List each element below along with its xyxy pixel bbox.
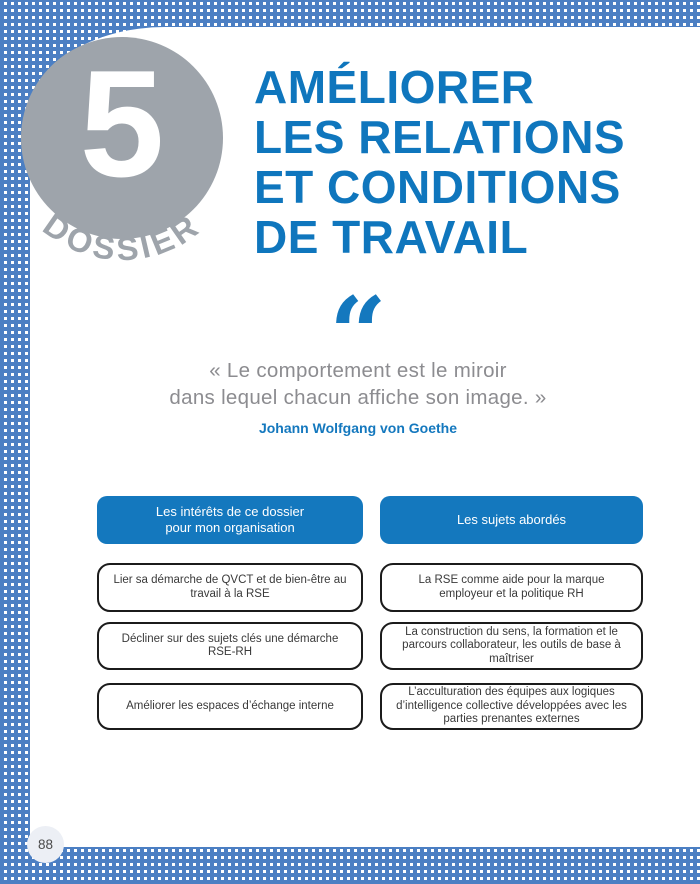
page-title-line: DE TRAVAIL bbox=[254, 211, 529, 263]
column-subjects bbox=[380, 496, 643, 730]
dossier-number: 5 bbox=[79, 39, 165, 209]
dossier-label: DOSSIER bbox=[36, 205, 208, 268]
column-header-interests bbox=[97, 496, 363, 544]
quote-line: dans lequel chacun affiche son image. » bbox=[169, 386, 547, 409]
page-number-badge bbox=[27, 826, 64, 863]
interest-item: Lier sa démarche de QVCT et de bien-être au travail à la RSE bbox=[97, 563, 363, 612]
subject-item: La RSE comme aide pour la marque employeur et la politique RH bbox=[380, 563, 643, 612]
quote-author: Johann Wolfgang von Goethe bbox=[258, 420, 458, 436]
column-interests bbox=[97, 496, 363, 730]
interest-item: Décliner sur des sujets clés une démarche RSE-RH bbox=[97, 622, 363, 670]
quote-mark-icon: “ bbox=[329, 275, 387, 393]
page-title bbox=[254, 62, 625, 262]
svg-text:DOSSIER bbox=[37, 206, 208, 268]
page-title-line: AMÉLIORER bbox=[254, 61, 535, 113]
column-header-line: Les intérêts de ce dossier bbox=[155, 503, 305, 519]
column-header-subjects bbox=[380, 496, 643, 544]
quote-line: « Le comportement est le miroir bbox=[209, 359, 507, 382]
page-title-line: ET CONDITIONS bbox=[254, 161, 621, 213]
column-header-line: pour mon organisation bbox=[165, 520, 295, 535]
column-header-line: Les sujets abordés bbox=[456, 511, 567, 527]
summary-columns bbox=[97, 496, 643, 730]
subject-item: L’acculturation des équipes aux logiques d’intelligence collective développées avec les parties prenantes externes bbox=[380, 683, 643, 730]
interest-item: Améliorer les espaces d’échange interne bbox=[97, 683, 363, 730]
quote-text bbox=[30, 357, 686, 411]
dossier-arc-label bbox=[8, 28, 268, 278]
subject-item: La construction du sens, la formation et le parcours collaborateur, les outils de base à maîtriser bbox=[380, 622, 643, 670]
page-title-line: LES RELATIONS bbox=[254, 111, 626, 163]
page-number: 88 bbox=[37, 837, 54, 852]
